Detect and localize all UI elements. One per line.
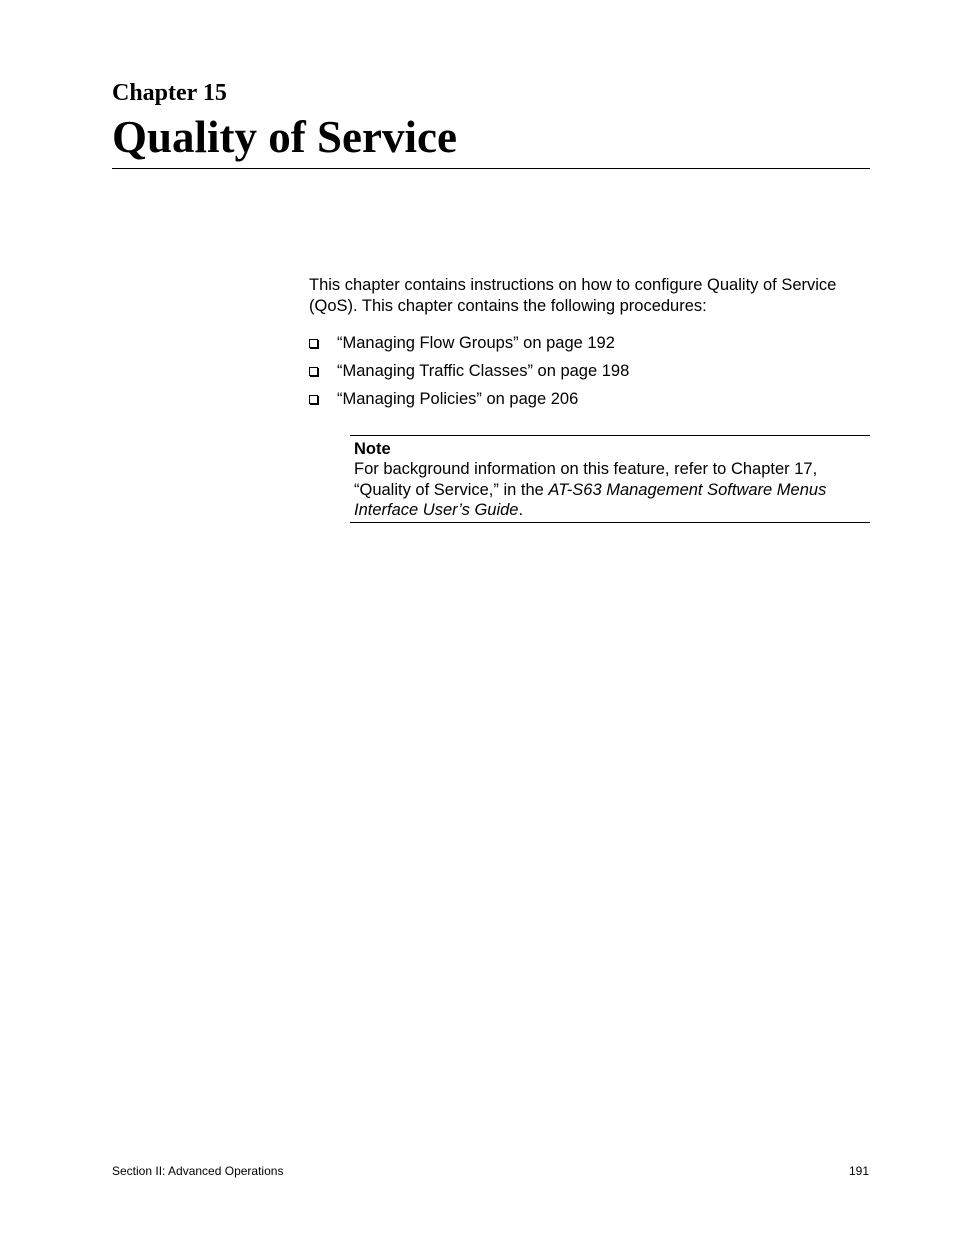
list-item <box>309 333 870 361</box>
note-heading: Note <box>354 440 391 458</box>
procedure-list <box>309 333 870 417</box>
checkbox-bullet-icon <box>309 395 318 404</box>
intro-paragraph: This chapter contains instructions on how to configure Quality of Service (QoS). This chapter contains the following procedures: <box>309 276 837 315</box>
procedure-link-traffic-classes[interactable]: “Managing Traffic Classes” on page 198 <box>337 362 630 380</box>
list-item <box>309 389 870 417</box>
procedure-link-flow-groups[interactable]: “Managing Flow Groups” on page 192 <box>337 334 615 352</box>
guide-title: AT-S63 Management Software Menus Interface User’s Guide <box>354 480 827 519</box>
note-box <box>350 435 870 523</box>
checkbox-bullet-icon <box>309 367 318 376</box>
checkbox-bullet-icon <box>309 339 318 348</box>
title-divider <box>112 168 870 169</box>
note-text-end: . <box>518 501 524 519</box>
page-number: 191 <box>848 1164 869 1178</box>
list-item <box>309 361 870 389</box>
chapter-title: Quality of Service <box>112 112 457 162</box>
procedure-link-policies[interactable]: “Managing Policies” on page 206 <box>337 390 579 408</box>
chapter-label: Chapter 15 <box>112 80 227 106</box>
note-text: For background information on this feature, refer to Chapter 17, “Quality of Service,” in the <box>354 460 818 499</box>
footer-section-label: Section II: Advanced Operations <box>112 1164 284 1178</box>
note-body <box>354 459 866 521</box>
